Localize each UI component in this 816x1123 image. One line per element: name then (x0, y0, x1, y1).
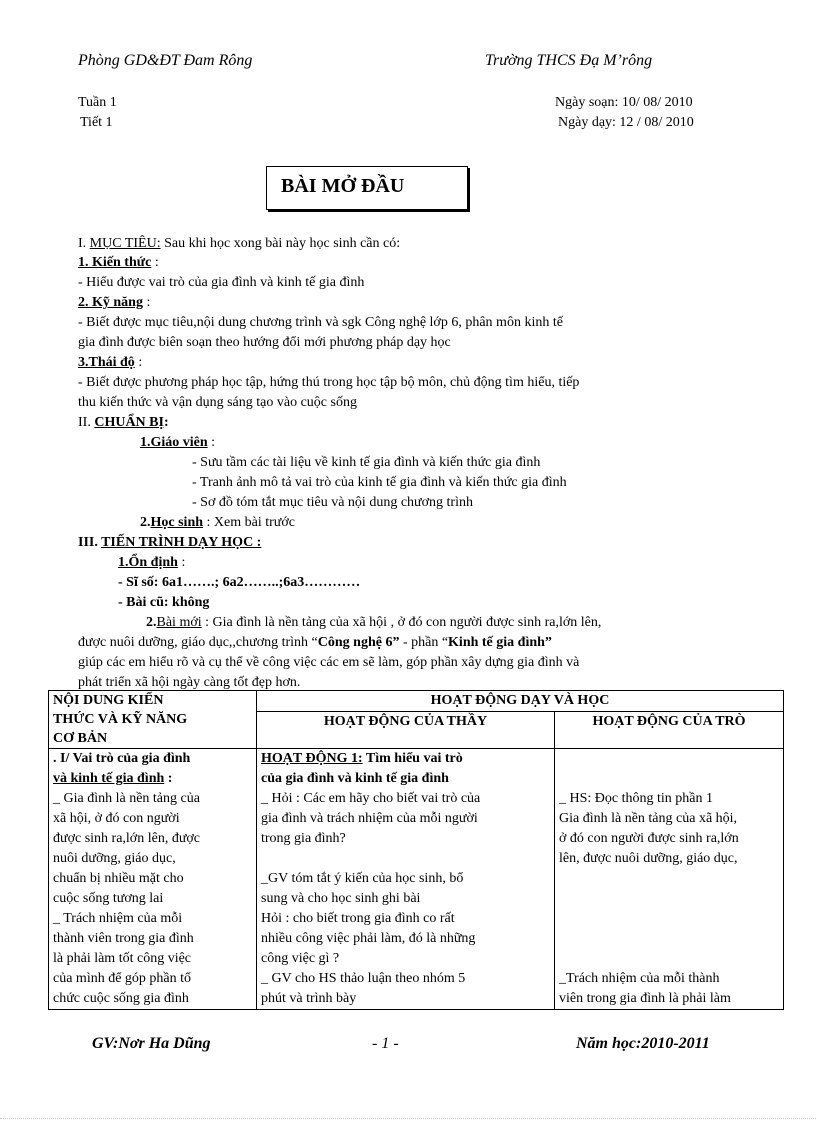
preparation-heading: II. CHUẨN BỊ: (78, 415, 169, 430)
student-activity-header: HOẠT ĐỘNG CỦA TRÒ (555, 712, 784, 749)
new-lesson-line1: 2.Bài mới : Gia đình là nền tảng của xã hội , ở đó con người được sinh ra,lớn lên, (146, 615, 602, 630)
content-line: chức cuộc sống gia đình (53, 991, 189, 1006)
new-lesson-line3: giúp các em hiểu rõ và cụ thể về công việc các em sẽ làm, góp phần xây dựng gia đình và (78, 655, 580, 670)
student-line: _Trách nhiệm của mỗi thành (559, 971, 720, 986)
new-lesson-line2: được nuôi dưỡng, giáo dục,,chương trình “Công nghệ 6” - phần “Kinh tế gia đình” (78, 635, 552, 650)
student-line: lên, được nuôi dưỡng, giáo dục, (559, 851, 738, 866)
teacher-line: nhiều công việc phải làm, đó là những (261, 931, 476, 946)
objectives-heading: I. MỤC TIÊU: Sau khi học xong bài này học sinh cần có: (78, 236, 401, 251)
header-school: Trường THCS Đạ M’rông (485, 52, 653, 69)
process-heading: III. TIẾN TRÌNH DẠY HỌC : (78, 535, 262, 550)
content-column-header: NỘI DUNG KIẾN THỨC VÀ KỸ NĂNG CƠ BẢN (49, 691, 257, 749)
activities-group-header: HOẠT ĐỘNG DẠY VÀ HỌC (257, 691, 784, 712)
content-line: cuộc sống tương lai (53, 891, 164, 906)
attitude-item-line2: thu kiến thức và vận dụng sáng tạo vào cuộc sống (78, 395, 357, 410)
teacher-activity-header: HOẠT ĐỘNG CỦA THẦY (257, 712, 555, 749)
content-line: _ Gia đình là nền tảng của (53, 791, 200, 806)
content-line: là phải làm tốt công việc (53, 951, 192, 966)
student-line: Gia đình là nền tảng của xã hội, (559, 811, 738, 826)
lesson-plan-table (48, 690, 784, 1010)
page-bottom-divider (0, 1118, 816, 1119)
content-line: xã hội, ở đó con người (53, 811, 180, 826)
stabilize-heading: 1.Ổn định : (118, 555, 186, 570)
footer-school-year: Năm học:2010-2011 (576, 1035, 710, 1052)
content-line: _ Trách nhiệm của mỗi (53, 911, 183, 926)
content-line: của mình để góp phần tổ (53, 971, 192, 986)
teacher-line (261, 849, 550, 869)
teacher-line: _ Hỏi : Các em hãy cho biết vai trò của (261, 791, 481, 806)
teacher-line: gia đình và trách nhiệm của mỗi người (261, 811, 478, 826)
teacher-activity-cell: HOẠT ĐỘNG 1: Tìm hiểu vai trò của gia đình và kinh tế gia đình _ Hỏi : Các em hãy cho biết vai trò của gia đình và trách nhiệm của mỗi người trong gia đình? _GV tóm tắt ý kiến của học sinh, bổ sung và cho học sinh ghi bài Hỏi : cho biết trong gia đình co rất nhiều công việc phải làm, đó là những công việc gì ? _ GV cho HS thảo luận theo nhóm 5 phút và trình bày (257, 749, 555, 1010)
attendance-line: - Sĩ số: 6a1…….; 6a2……..;6a3………… (118, 575, 361, 590)
prep-date: Ngày soạn: 10/ 08/ 2010 (555, 95, 693, 110)
footer-teacher: GV:Nơr Ha Dũng (92, 1035, 211, 1052)
teacher-prep-item: - Sơ đồ tóm tắt mục tiêu và nội dung chương trình (192, 495, 473, 510)
content-line: được sinh ra,lớn lên, được (53, 831, 201, 846)
student-line: ở đó con người được sinh ra,lớn (559, 831, 739, 846)
teacher-line: _ GV cho HS thảo luận theo nhóm 5 (261, 971, 466, 986)
attitude-item-line1: - Biết được phương pháp học tập, hứng thú trong học tập bộ môn, chủ động tìm hiểu, tiếp (78, 375, 580, 390)
attitude-heading: 3.Thái độ : (78, 355, 143, 370)
content-cell: . I/ Vai trò của gia đình và kinh tế gia đình : _ Gia đình là nền tảng của xã hội, ở đó con người được sinh ra,lớn lên, được nuôi dưỡng, giáo dục, chuẩn bị nhiều mặt cho cuộc sống tương lai _ Trách nhiệm của mỗi thành viên trong gia đình là phải làm tốt công việc của mình để góp phần tổ chức cuộc sống gia đình (49, 749, 257, 1010)
footer-page-number: - 1 - (372, 1035, 399, 1052)
skills-item-line1: - Biết được mục tiêu,nội dung chương trình và sgk Công nghệ lớp 6, phân môn kinh tế (78, 315, 563, 330)
content-line: chuẩn bị nhiều mặt cho (53, 871, 184, 886)
knowledge-item: - Hiểu được vai trò của gia đình và kinh tế gia đình (78, 275, 365, 290)
lesson-title-box (266, 166, 468, 210)
teacher-line: phút và trình bày (261, 991, 357, 1006)
student-line: _ HS: Đọc thông tin phần 1 (559, 791, 713, 806)
new-lesson-line4: phát triển xã hội ngày càng tốt đẹp hơn. (78, 675, 301, 690)
teacher-line: sung và cho học sinh ghi bài (261, 891, 421, 906)
content-line: nuôi dưỡng, giáo dục, (53, 851, 176, 866)
teacher-prep-item: - Sưu tầm các tài liệu về kinh tế gia đình và kiến thức gia đình (192, 455, 541, 470)
teacher-line: trong gia đình? (261, 831, 346, 846)
teach-date: Ngày dạy: 12 / 08/ 2010 (558, 115, 694, 130)
knowledge-heading: 1. Kiến thức : (78, 255, 159, 270)
teacher-line: công việc gì ? (261, 951, 340, 966)
student-line: viên trong gia đình là phải làm (559, 991, 731, 1006)
skills-item-line2: gia đình được biên soạn theo hướng đổi mới phương pháp dạy học (78, 335, 451, 350)
content-line: thành viên trong gia đình (53, 931, 194, 946)
period-label: Tiết 1 (80, 115, 113, 130)
student-prep: 2.Học sinh : Xem bài trước (140, 515, 295, 530)
week-label: Tuần 1 (78, 95, 117, 110)
teacher-line: _GV tóm tắt ý kiến của học sinh, bổ (261, 871, 464, 886)
skills-heading: 2. Kỹ năng : (78, 295, 151, 310)
lesson-title: BÀI MỞ ĐẦU (281, 175, 405, 197)
student-activity-cell (555, 749, 784, 1010)
header-department: Phòng GD&ĐT Đam Rông (78, 52, 253, 69)
teacher-line: Hỏi : cho biết trong gia đình co rất (261, 911, 455, 926)
teacher-prep-item: - Tranh ảnh mô tả vai trò của kinh tế gia đình và kiến thức gia đình (192, 475, 567, 490)
teacher-prep-heading: 1.Giáo viên : (140, 435, 216, 450)
old-lesson-line: - Bài cũ: không (118, 595, 210, 610)
